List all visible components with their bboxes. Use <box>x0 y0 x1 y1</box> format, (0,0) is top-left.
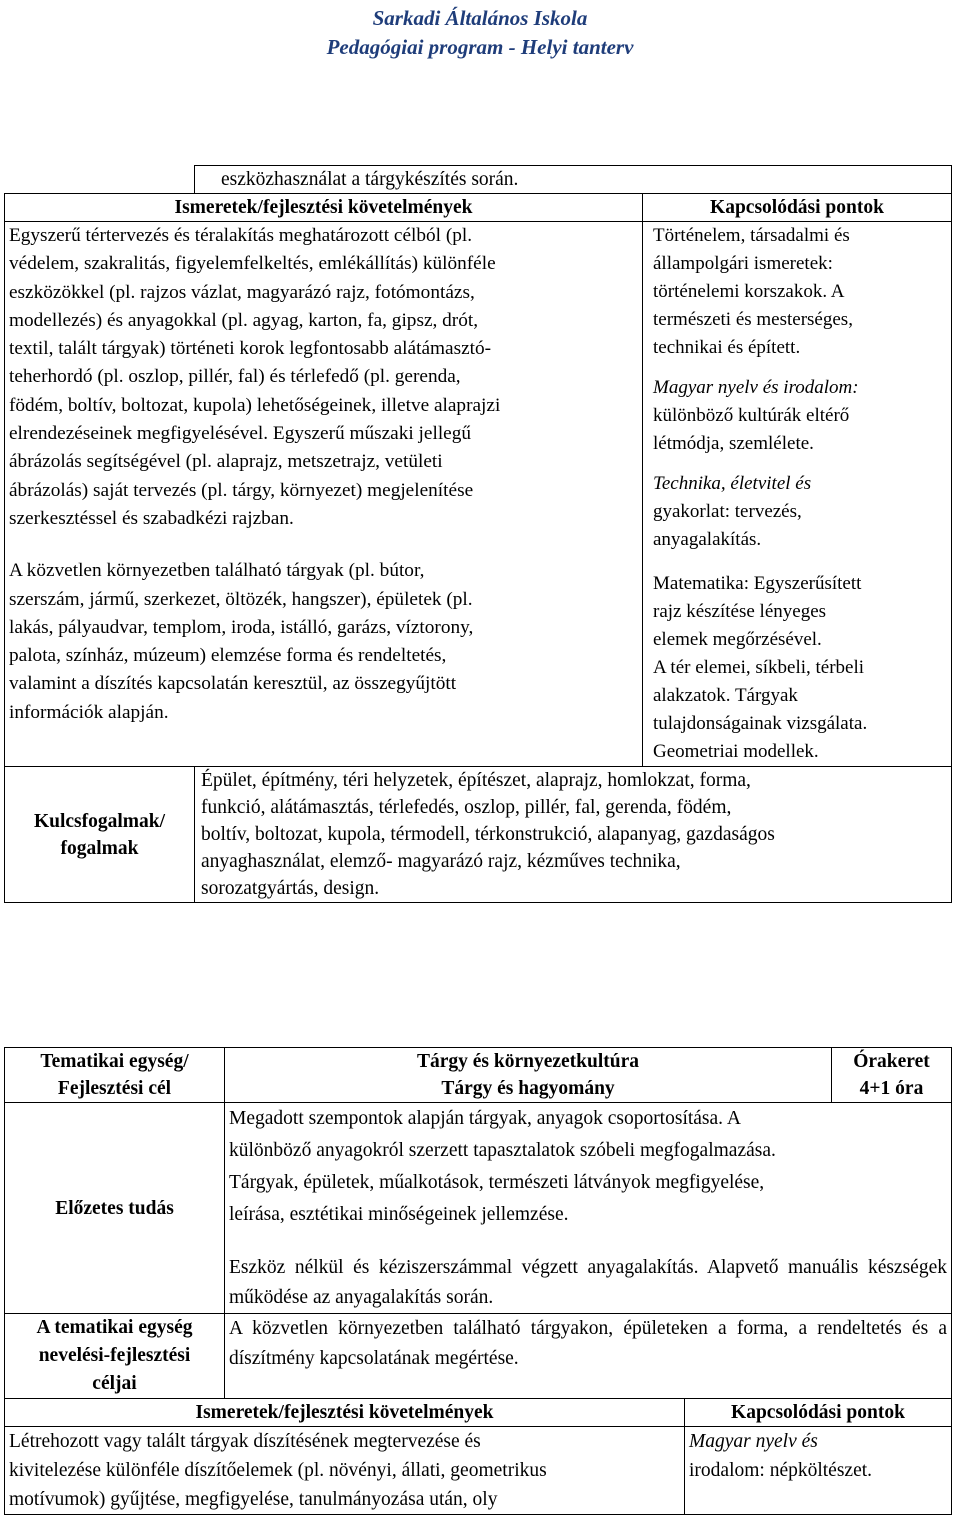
unit-label-line: Fejlesztési cél <box>57 1078 172 1099</box>
links-technics <box>653 498 947 554</box>
requirements-paragraph-1 <box>9 222 638 533</box>
keywords-label-line: Kulcsfogalmak/ <box>33 810 166 832</box>
prior-knowledge-line: Megadott szempontok alapján tárgyak, anyagok csoportosítása. A <box>229 1108 741 1129</box>
prior-knowledge-line: leírása, esztétikai minőségeinek jellemzése. <box>229 1204 569 1225</box>
keywords-line: funkció, alátámasztás, térlefedés, oszlop, pillér, fal, gerenda, födém, <box>201 797 732 818</box>
links-line: technikai és épített. <box>653 337 801 358</box>
links-line: elemek megőrzésével. <box>653 629 822 650</box>
requirements-line: szerkesztéssel és szabadkézi rajzban. <box>9 507 294 529</box>
links-line: rajz készítése lényeges <box>653 601 827 622</box>
links-line: Matematika: Egyszerűsített <box>653 573 862 594</box>
requirements-line: ábrázolás) saját tervezés (pl. tárgy, környezet) megjelenítése <box>9 479 474 501</box>
unit-label-line: Tematikai egység/ <box>40 1051 189 1072</box>
links-history <box>653 222 947 362</box>
unit-title-line: Tárgy és hagyomány <box>441 1078 615 1099</box>
prior-knowledge-cell <box>225 1103 952 1314</box>
requirements-line: A közvetlen környezetben található tárgyak (pl. bútor, <box>9 560 425 582</box>
keywords-line: boltív, boltozat, kupola, térmodell, térkonstrukció, alapanyag, gazdaságos <box>201 824 775 845</box>
keywords-line: Épület, építmény, téri helyzetek, építészet, alaprajz, homlokzat, forma, <box>201 770 751 791</box>
keywords-line: sorozatgyártás, design. <box>201 878 380 899</box>
hours-label: Órakeret <box>853 1051 930 1072</box>
requirements-cell <box>5 222 643 767</box>
requirements-cell-2 <box>5 1427 685 1515</box>
requirements-line: textil, talált tárgyak) történeti korok legfontosabb alátámasztó- <box>9 338 492 360</box>
requirements-line: elrendezéseinek megfigyelésével. Egyszerű műszaki jellegű <box>9 423 472 445</box>
requirements-line: információk alapján. <box>9 701 169 723</box>
prior-knowledge-label: Előzetes tudás <box>5 1103 225 1314</box>
unit-label <box>5 1048 225 1103</box>
goals-label <box>5 1314 225 1399</box>
links-line: történelemi korszakok. A <box>653 281 845 302</box>
requirements-heading: Ismeretek/fejlesztési követelmények <box>5 194 643 222</box>
empty-cell <box>5 166 195 194</box>
goals-label-line: céljai <box>92 1373 137 1394</box>
unit-title-line: Tárgy és környezetkultúra <box>416 1051 640 1072</box>
keywords-cell <box>195 767 952 903</box>
requirements-line: valamint a díszítés kapcsolatán keresztül, az összegyűjtött <box>9 673 457 695</box>
requirements-line: födém, boltív, boltozat, kupola) lehetőségeinek, illetve alaprajzi <box>9 394 501 416</box>
links-hungarian-title: Magyar nyelv és irodalom: <box>653 377 859 398</box>
curriculum-table-1 <box>4 165 952 903</box>
keywords-label-line: fogalmak <box>60 837 139 859</box>
links-line: gyakorlat: tervezés, <box>653 501 802 522</box>
prior-knowledge-line: Tárgyak, épületek, műalkotások, természeti látványok megfigyelése, <box>229 1172 765 1193</box>
requirements-line: kivitelezése különféle díszítőelemek (pl. növényi, állati, geometrikus <box>9 1460 547 1481</box>
links-technics-title: Technika, életvitel és <box>653 473 812 494</box>
goals-label-line: A tematikai egység <box>36 1317 193 1338</box>
links-cell <box>643 222 952 767</box>
prior-knowledge-p3: Eszköz nélkül és kéziszerszámmal végzett anyagalakítás. Alapvető manuális készségek működése az anyagalakítás során. <box>229 1257 947 1308</box>
requirements-line: modellezés) és anyagokkal (pl. agyag, karton, fa, gipsz, drót, <box>9 309 479 331</box>
requirements-line: eszközökkel (pl. rajzos vázlat, magyarázó rajz, fotómontázs, <box>9 281 475 303</box>
hours-value: 4+1 óra <box>859 1078 924 1099</box>
requirements-heading-2: Ismeretek/fejlesztési követelmények <box>5 1399 685 1427</box>
links-heading-2: Kapcsolódási pontok <box>685 1399 952 1427</box>
links-cell-2 <box>685 1427 952 1515</box>
school-name: Sarkadi Általános Iskola <box>372 6 588 30</box>
links-math <box>653 570 947 766</box>
requirements-line: Létrehozott vagy talált tárgyak díszítésének megtervezése és <box>9 1431 481 1452</box>
page-header <box>0 4 960 62</box>
requirements-line: ábrázolás segítségével (pl. alaprajz, metszetrajz, vetületi <box>9 451 443 473</box>
links-line: anyagalakítás. <box>653 529 762 550</box>
requirements-line: Egyszerű tértervezés és téralakítás meghatározott célból (pl. <box>9 225 473 246</box>
keywords-label <box>5 767 195 903</box>
requirements-line: lakás, pályaudvar, templom, iroda, istálló, garázs, víztorony, <box>9 616 474 638</box>
links-line: alakzatok. Tárgyak <box>653 685 798 706</box>
top-cell: eszközhasználat a tárgykészítés során. <box>195 166 952 194</box>
links-hungarian-2: irodalom: népköltészet. <box>689 1460 873 1481</box>
requirements-line: védelem, szakralitás, figyelemfelkeltés, emlékállítás) különféle <box>9 253 496 275</box>
links-line: természeti és mesterséges, <box>653 309 853 330</box>
links-line: különböző kultúrák eltérő <box>653 405 850 426</box>
links-line: Történelem, társadalmi és <box>653 225 850 246</box>
links-line: tulajdonságainak vizsgálata. <box>653 713 868 734</box>
goals-label-line: nevelési-fejlesztési <box>38 1345 191 1366</box>
hours-cell <box>832 1048 952 1103</box>
unit-title <box>225 1048 832 1103</box>
links-heading: Kapcsolódási pontok <box>643 194 952 222</box>
links-hungarian-title-2: Magyar nyelv és <box>689 1431 818 1452</box>
goals-cell: A közvetlen környezetben található tárgyakon, épületeken a forma, a rendeltetés és a díszítmény kapcsolatának megértése. <box>225 1314 952 1399</box>
requirements-line: motívumok) gyűjtése, megfigyelése, tanulmányozása után, oly <box>9 1489 498 1510</box>
links-line: létmódja, szemlélete. <box>653 433 814 454</box>
links-line: állampolgári ismeretek: <box>653 253 833 274</box>
links-hungarian <box>653 402 947 458</box>
keywords-line: anyaghasználat, elemző- magyarázó rajz, kézműves technika, <box>201 851 681 872</box>
requirements-paragraph-2 <box>9 557 638 727</box>
requirements-line: palota, színház, múzeum) elemzése forma és rendeltetés, <box>9 645 447 667</box>
curriculum-table-2 <box>4 1047 952 1515</box>
prior-knowledge-line: különböző anyagokról szerzett tapasztalatok szóbeli megfogalmazása. <box>229 1140 776 1161</box>
requirements-line: szerszám, jármű, szerkezet, öltözék, hangszer), épületek (pl. <box>9 588 473 610</box>
links-line: Geometriai modellek. <box>653 741 819 762</box>
program-title: Pedagógiai program - Helyi tanterv <box>326 35 634 59</box>
requirements-line: teherhordó (pl. oszlop, pillér, fal) és térlefedő (pl. gerenda, <box>9 366 461 388</box>
links-line: A tér elemei, síkbeli, térbeli <box>653 657 865 678</box>
